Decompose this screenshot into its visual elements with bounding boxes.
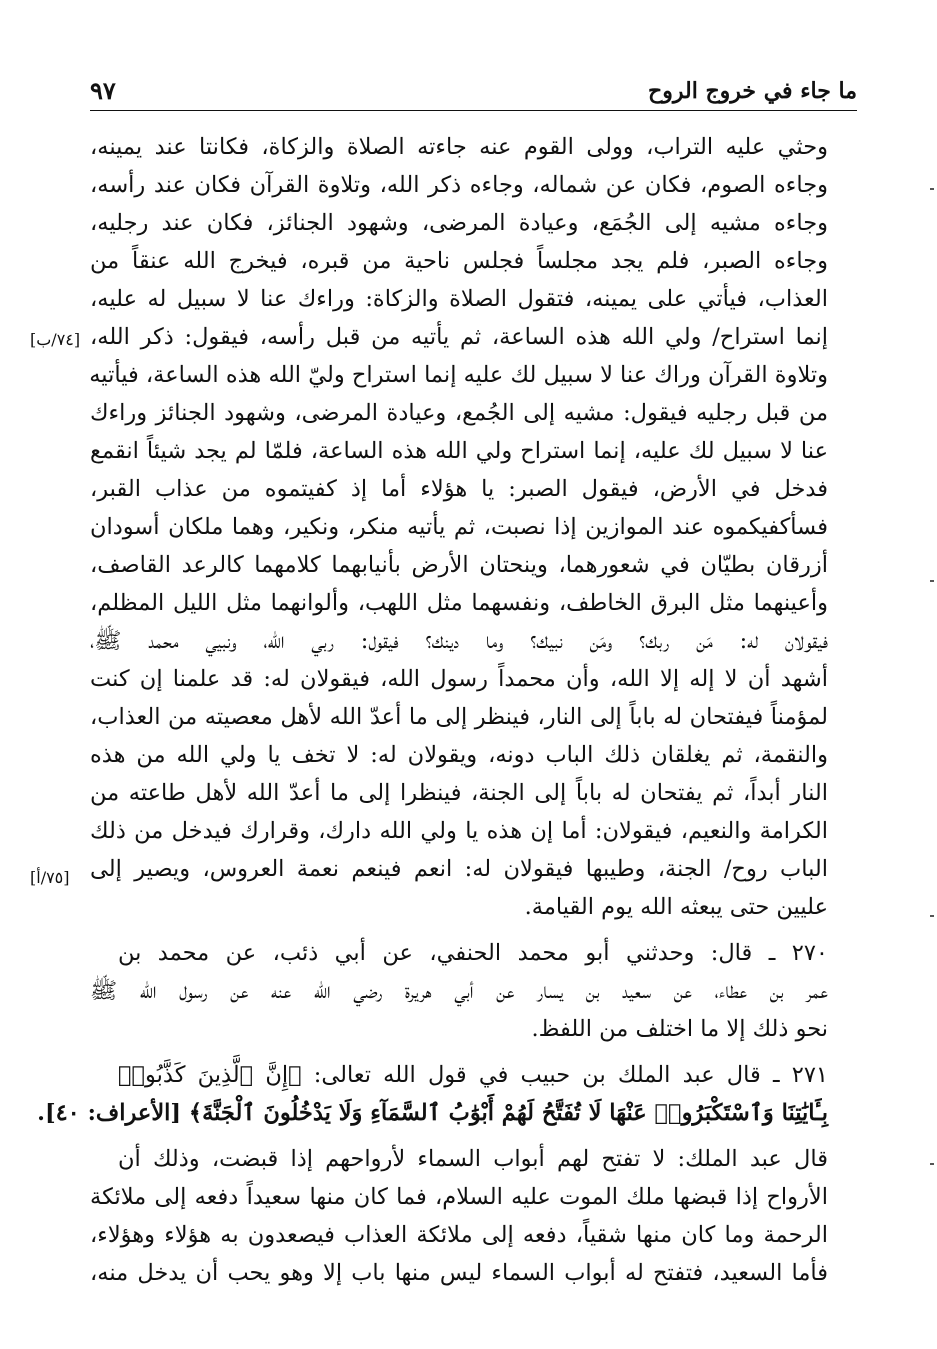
text-line: النار أبداً، ثم يفتحان له باباً إلى الجنة، فينظرا إلى ما أعدّ الله لأهل طاعته من <box>90 780 828 806</box>
text-line: من قبل رجليه فيقول: مشيه إلى الجُمع، وعيادة المرضى، وشهود الجنائز وراءك <box>90 400 828 426</box>
text-line: قال عبد الملك: لا تفتح لهم أبواب السماء لأرواحهم إذا قبضت، وذلك أن <box>118 1146 828 1172</box>
text-line: عليين حتى يبعثه الله يوم القيامة. <box>524 894 828 920</box>
text-line: وأعينهما مثل البرق الخاطف، ونفسهما مثل اللهب، وألوانهما مثل الليل المظلم، <box>90 590 828 616</box>
scan-dot <box>930 1163 934 1165</box>
text-line: فأما السعيد، فتفتح له أبواب السماء ليس منها باب إلا وهو يحب أن يدخل منه، <box>90 1260 828 1286</box>
text-line: فسأكفيكموه عند الموازين إذا نصبت، ثم يأتيه منكر، ونكير، وهما ملكان أسودان <box>90 514 828 540</box>
scan-dot <box>930 915 934 917</box>
text-line: الباب روح/ الجنة، وطيبها فيقولان له: انعم فينعم نعمة العروس، ويصير إلى <box>90 856 828 882</box>
quran-verse-line: بِـَٔايَٰتِنَا وَٱسْتَكْبَرُوا۟ عَنْهَا لَا تُفَتَّحُ لَهُمْ أَبْوَٰبُ ٱلسَّمَآءِ وَلَا يَدْخُلُونَ ٱلْجَنَّةَ﴾ [الأعراف: ٤٠]. <box>37 1100 828 1126</box>
text-line: وحثي عليه التراب، وولى القوم عنه جاءته الصلاة والزكاة، فكانتا عند يمينه، <box>90 134 828 160</box>
text-line: وتلاوة القرآن وراك عنا لا سبيل لك عليه إنما استراح وليّ الله هذه الساعة، فيأتيه <box>89 362 828 388</box>
text-line: وجاءه مشيه إلى الجُمَع، وعيادة المرضى، وشهود الجنائز، فكان عند رجليه، <box>90 210 828 236</box>
text-line: إنما استراح/ ولي الله هذه الساعة، ثم يأتيه من قبل رأسه، فيقول: ذكر الله، <box>90 324 828 350</box>
text-line: والنقمة، ثم يغلقان ذلك الباب دونه، ويقولان له: لا تخف يا ولي الله من هذه <box>90 742 828 768</box>
text-line: عمر بن عطاء، عن سعيد بن يسار عن أبي هريرة رضي الله عنه عن رسول الله ﷺ <box>90 978 828 1004</box>
page-number: ٩٧ <box>90 76 116 105</box>
text-line: أزرقان بطيّان في شعورهما، وينحتان الأرض بأنيابهما كلامهما كالرعد القاصف، <box>90 552 828 578</box>
running-header <box>90 72 857 111</box>
text-line: الرحمة وما كان منها شقياً، دفعه إلى ملائكة العذاب فيصعدون به هؤلاء وهؤلاء، <box>90 1222 828 1248</box>
hadith-270-line: ٢٧٠ ـ قال: وحدثني أبو محمد الحنفي، عن أبي ذئب، عن محمد بن <box>118 940 828 966</box>
text-line: أشهد أن لا إله إلا الله، وأن محمداً رسول الله، فيقولان له: قد علمنا إن كنت <box>90 666 828 692</box>
chapter-title: ما جاء في خروج الروح <box>648 78 857 104</box>
scan-dot <box>930 188 934 190</box>
hadith-271-line: ٢٧١ ـ قال عبد الملك بن حبيب في قول الله تعالى: ﴿إِنَّ ٱلَّذِينَ كَذَّبُوا۟ <box>118 1062 828 1088</box>
manuscript-folio-marker: [٧٤/ب] <box>30 330 81 349</box>
text-line: عنا لا سبيل لك عليه، إنما استراح ولي الله هذه الساعة، فلمّا لم يجد شيئاً انقمع <box>90 438 829 464</box>
text-line: العذاب، فيأتي على يمينه، فتقول الصلاة والزكاة: وراءك عنا لا سبيل له عليه، <box>90 286 828 312</box>
text-line: نحو ذلك إلا ما اختلف من اللفظ. <box>531 1016 828 1042</box>
scan-dot <box>930 580 934 582</box>
text-line: الكرامة والنعيم، فيقولان: أما إن هذه يا ولي الله دارك، وقرارك فيدخل من ذلك <box>90 818 828 844</box>
text-line: فدخل في الأرض، فيقول الصبر: يا هؤلاء أما إذ كفيتموه من عذاب القبر، <box>90 476 828 502</box>
text-line: وجاءه الصبر، فلم يجد مجلساً فجلس ناحية من قبره، فيخرج الله عنقاً من <box>90 248 828 274</box>
text-line: وجاءه الصوم، فكان عن شماله، وجاءه ذكر الله، وتلاوة القرآن فكان عند رأسه، <box>90 172 828 198</box>
text-line: فيقولان له: مَن ربك؟ ومَن نبيك؟ وما دينك؟ فيقول: ربي الله، ونبيي محمد ﷺ، <box>90 628 828 654</box>
text-line: لمؤمناً فيفتحان له باباً إلى النار، فينظر إلى ما أعدّ الله لأهل معصيته من العذاب، <box>90 704 828 730</box>
text-line: الأرواح إذا قبضها ملك الموت عليه السلام، فما كان منها سعيداً دفعه إلى ملائكة <box>90 1184 828 1210</box>
manuscript-folio-marker: [٧٥/أ] <box>30 868 70 887</box>
